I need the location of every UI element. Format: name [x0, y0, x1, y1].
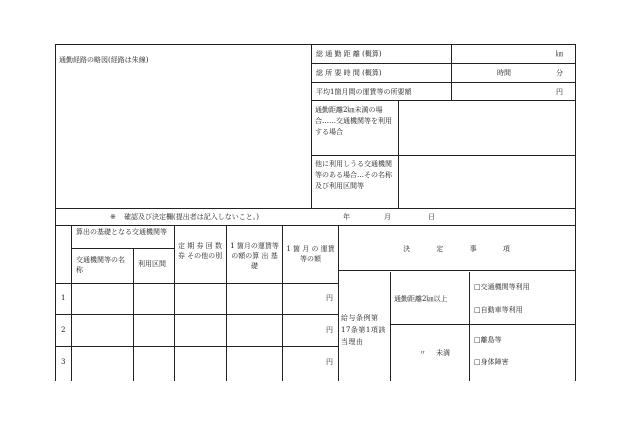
- decision-under: 未満: [436, 349, 450, 357]
- decision-reason: 給与条例第17条第1項該当理由: [341, 314, 386, 346]
- under-2km-note: 通勤距離2㎞未満の場合……交通機関等を利用する場合: [315, 106, 392, 136]
- option-disability-checkbox[interactable]: □身体障害: [474, 358, 509, 366]
- confirm-month: 月: [384, 213, 391, 221]
- row-yen-unit: 円: [326, 294, 333, 302]
- option-transit-checkbox[interactable]: □交通機関等利用: [474, 283, 530, 291]
- confirm-mark: ※: [110, 213, 116, 221]
- distance-unit: ㎞: [556, 50, 563, 58]
- confirm-label: 確認及び決定欄(提出者は記入しないこと。): [124, 213, 259, 221]
- decision-ditto-mark: 〃: [419, 349, 426, 357]
- time-minutes: 分: [556, 69, 563, 77]
- fare-label: 平均1箇月間の運賃等の所要額: [316, 88, 412, 96]
- fare-unit: 円: [556, 88, 563, 96]
- time-label: 総 所 要 時 間 (概算): [316, 69, 382, 77]
- confirm-day: 日: [428, 213, 435, 221]
- header-section: 利用区間: [138, 260, 166, 268]
- time-hours: 時間: [497, 69, 511, 77]
- option-island-checkbox[interactable]: □離島等: [474, 336, 502, 344]
- decision-over-2km: 通勤距離2㎞以上: [394, 295, 448, 303]
- row-yen-unit: 円: [326, 358, 333, 366]
- row-number: 2: [61, 326, 66, 334]
- other-transit-note: 他に利用しうる交通機関等のある場合…その名称及び利用区間等: [315, 160, 392, 190]
- header-calc: 1 箇月の運賃等の額の算 出 基 礎: [230, 242, 279, 270]
- row-yen-unit: 円: [326, 326, 333, 334]
- confirm-year: 年: [343, 213, 350, 221]
- row-number: 3: [61, 358, 66, 366]
- header-monthly: 1 箇 月 の 運賃等の額: [286, 245, 335, 263]
- header-name: 交通機関等の名称: [76, 256, 125, 274]
- header-decision: 決 定 事 項: [403, 245, 510, 253]
- route-title: 通勤経路の略図(経路は朱線): [59, 56, 149, 64]
- header-basis: 算出の基礎となる交通機関等: [76, 228, 167, 236]
- distance-label: 総 通 勤 距 離 (概算): [316, 50, 382, 58]
- row-number: 1: [61, 294, 66, 302]
- option-car-checkbox[interactable]: □自動車等利用: [474, 306, 523, 314]
- header-ticket: 定 期 券 回 数 券 その他の別: [177, 242, 223, 260]
